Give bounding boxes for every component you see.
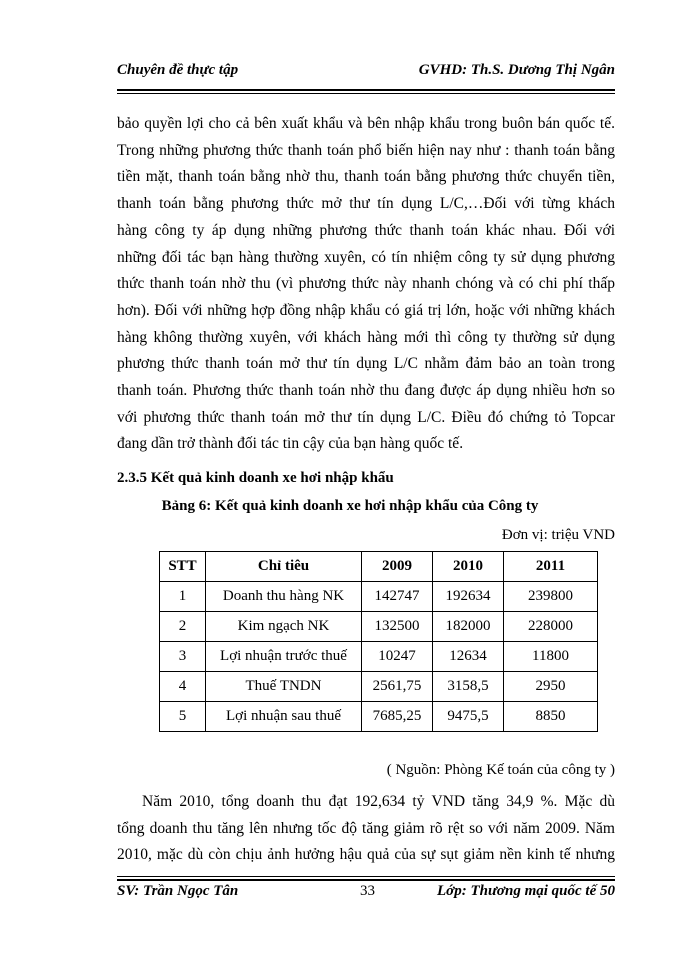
text-line: hàng công ty áp dụng những phương thức thanh toán khác nhau. Đối với bbox=[117, 221, 615, 239]
table-cell: Kim ngạch NK bbox=[206, 612, 362, 642]
text-line: đang dần trở thành đối tác tin cậy của bạn hàng quốc tế. bbox=[117, 435, 464, 453]
table-cell: 4 bbox=[160, 672, 206, 702]
text-line: phương thức thanh toán mở thư tín dụng L/C nhằm đảm bảo an toàn trong bbox=[117, 355, 615, 373]
table-cell: Lợi nhuận sau thuế bbox=[206, 702, 362, 732]
text-line: những đối tác bạn hàng thường xuyên, có tín nhiệm công ty sử dụng phương bbox=[117, 248, 615, 266]
table-cell: Thuế TNDN bbox=[206, 672, 362, 702]
page-header bbox=[117, 62, 615, 79]
table-header-cell: 2011 bbox=[504, 552, 598, 582]
footer-student: SV: Trần Ngọc Tân bbox=[117, 883, 239, 899]
table-unit: Đơn vị: triệu VND bbox=[501, 527, 615, 543]
text-line: hơn). Đối với những hợp đồng nhập khẩu có giá trị lớn, hoặc với những khách bbox=[117, 301, 615, 319]
text-line: thức thanh toán nhờ thu (vì phương thức này nhanh chóng và có chi phí thấp bbox=[117, 275, 615, 293]
section-heading: 2.3.5 Kết quả kinh doanh xe hơi nhập khẩu bbox=[117, 470, 394, 486]
table-row bbox=[160, 702, 598, 732]
table-cell: 2 bbox=[160, 612, 206, 642]
table-row bbox=[160, 612, 598, 642]
table-title: Bảng 6: Kết quả kinh doanh xe hơi nhập khẩu của Công ty bbox=[161, 498, 539, 514]
table-cell: Doanh thu hàng NK bbox=[206, 582, 362, 612]
text-line: 2010, mặc dù còn chịu ảnh hưởng hậu quả của sự sụt giảm nền kinh tế nhưng bbox=[117, 846, 615, 864]
results-table bbox=[159, 551, 598, 732]
page-number: 33 bbox=[360, 883, 375, 899]
paragraph-payment-methods bbox=[117, 111, 615, 458]
table-source: ( Nguồn: Phòng Kế toán của công ty ) bbox=[386, 762, 615, 778]
table-cell: 142747 bbox=[362, 582, 433, 612]
table-cell: 182000 bbox=[433, 612, 504, 642]
table-cell: Lợi nhuận trước thuế bbox=[206, 642, 362, 672]
table-header-row bbox=[160, 552, 598, 582]
text-line: với phương thức thanh toán mở thư tín dụng L/C. Điều đó chứng tỏ Topcar bbox=[117, 408, 615, 426]
table-cell: 12634 bbox=[433, 642, 504, 672]
text-line: thanh toán. Phương thức thanh toán nhờ thu đang được áp dụng nhiều hơn so bbox=[117, 382, 615, 400]
header-rule-thin bbox=[117, 93, 615, 94]
footer-rule-thick bbox=[117, 879, 615, 881]
header-left: Chuyên đề thực tập bbox=[117, 62, 239, 78]
table-cell: 2950 bbox=[504, 672, 598, 702]
table-cell: 7685,25 bbox=[362, 702, 433, 732]
text-line: tiền mặt, thanh toán bằng nhờ thu, thanh toán bằng phương thức chuyển tiền, bbox=[117, 168, 615, 186]
table-cell: 5 bbox=[160, 702, 206, 732]
table-cell: 10247 bbox=[362, 642, 433, 672]
footer-class: Lớp: Thương mại quốc tế 50 bbox=[436, 883, 615, 899]
table-cell: 3 bbox=[160, 642, 206, 672]
table-row bbox=[160, 672, 598, 702]
table-cell: 192634 bbox=[433, 582, 504, 612]
text-line: Trong những phương thức thanh toán phổ biến hiện nay như : thanh toán bằng bbox=[117, 141, 615, 159]
table-cell: 9475,5 bbox=[433, 702, 504, 732]
header-right: GVHD: Th.S. Dương Thị Ngân bbox=[418, 62, 615, 78]
table-cell: 3158,5 bbox=[433, 672, 504, 702]
table-cell: 228000 bbox=[504, 612, 598, 642]
table-header-cell: STT bbox=[160, 552, 206, 582]
text-line: thanh toán bằng phương thức mở thư tín dụng L/C,…Đối với từng khách bbox=[117, 195, 615, 213]
paragraph-revenue bbox=[117, 789, 615, 869]
table-cell: 11800 bbox=[504, 642, 598, 672]
table-header-cell: 2010 bbox=[433, 552, 504, 582]
table-header-cell: 2009 bbox=[362, 552, 433, 582]
table-cell: 8850 bbox=[504, 702, 598, 732]
text-line: bảo quyền lợi cho cả bên xuất khẩu và bên nhập khẩu trong buôn bán quốc tế. bbox=[117, 115, 615, 132]
table-row bbox=[160, 642, 598, 672]
header-rule-thick bbox=[117, 89, 615, 91]
table-cell: 1 bbox=[160, 582, 206, 612]
footer-rule-thin bbox=[117, 876, 615, 877]
table-header-cell: Chỉ tiêu bbox=[206, 552, 362, 582]
table-row bbox=[160, 582, 598, 612]
table-cell: 239800 bbox=[504, 582, 598, 612]
text-line: hàng không thường xuyên, với khách hàng mới thì công ty thường sử dụng bbox=[117, 328, 615, 346]
table-cell: 2561,75 bbox=[362, 672, 433, 702]
table-cell: 132500 bbox=[362, 612, 433, 642]
text-line: tổng doanh thu tăng lên nhưng tốc độ tăng giảm rõ rệt so với năm 2009. Năm bbox=[117, 819, 615, 837]
text-line: Năm 2010, tổng doanh thu đạt 192,634 tỷ VND tăng 34,9 %. Mặc dù bbox=[142, 793, 615, 810]
